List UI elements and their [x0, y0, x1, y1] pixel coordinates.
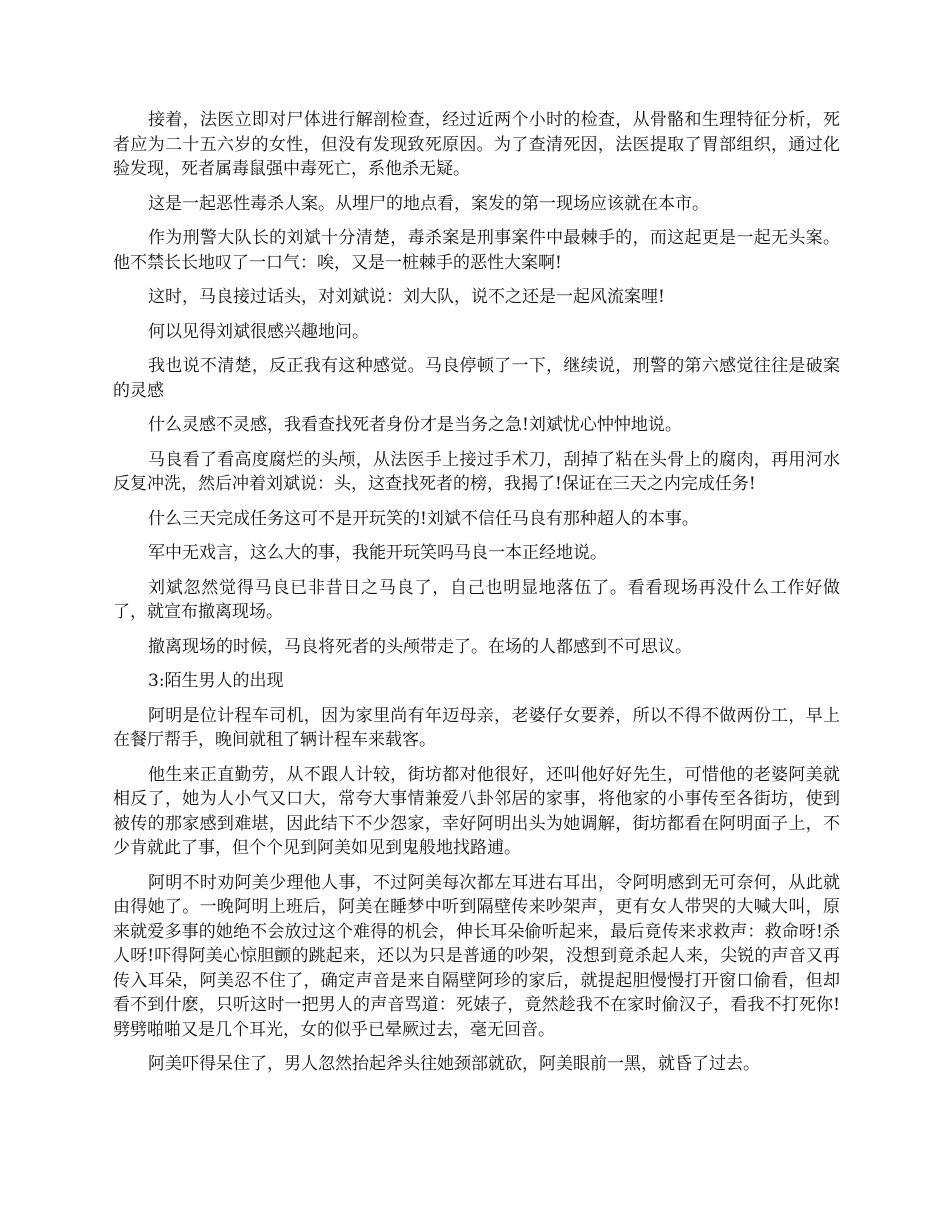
paragraph: 我也说不清楚，反正我有这种感觉。马良停顿了一下，继续说，刑警的第六感觉往往是破案的灵感	[113, 356, 840, 401]
paragraph: 马良看了看高度腐烂的头颅，从法医手上接过手术刀，刮掉了粘在头骨上的腐肉，再用河水反复冲洗，然后冲着刘斌说：头，这查找死者的榜，我揭了!保证在三天之内完成任务!	[113, 449, 840, 494]
paragraph: 什么三天完成任务这可不是开玩笑的!刘斌不信任马良有那种超人的本事。	[148, 508, 699, 529]
paragraph: 撤离现场的时候，马良将死者的头颅带走了。在场的人都感到不可思议。	[148, 636, 692, 657]
paragraph: 何以见得刘斌很感兴趣地问。	[148, 321, 369, 342]
paragraph: 阿美吓得呆住了，男人忽然抬起斧头往她颈部就砍，阿美眼前一黑，就昏了过去。	[148, 1054, 760, 1074]
paragraph: 接着，法医立即对尸体进行解剖检查，经过近两个小时的检查，从骨骼和生理特征分析，死者应为二十五六岁的女性，但没有发现致死原因。为了查清死因，法医提取了胃部组织，通过化验发现，死者属毒鼠强中毒死亡，系他杀无疑。	[113, 110, 840, 179]
paragraph: 军中无戏言，这么大的事，我能开玩笑吗马良一本正经地说。	[148, 543, 607, 563]
paragraph: 阿明不时劝阿美少理他人事，不过阿美每次都左耳进右耳出，令阿明感到无可奈何，从此就由得她了。一晚阿明上班后，阿美在睡梦中听到隔壁传来吵架声，更有女人带哭的大喊大叫，原来就爱多事的她绝不会放过这个难得的机会，伸长耳朵偷听起来，最后竟传来求救声：救命呀!杀人呀!吓得阿美心惊胆颤的跳起来，还以为只是普通的吵架，没想到竟杀起人来，尖锐的声音又再传入耳朵，阿美忍不住了，确定声音是来自隔壁阿珍的家后，就提起胆慢慢打开窗口偷看，但却看不到什麽，只听这时一把男人的声音骂道：死婊子，竟然趁我不在家时偷汉子，看我不打死你!劈劈啪啪又是几个耳光，女的似乎已晕厥过去，毫无回音。	[113, 872, 840, 1040]
paragraph: 作为刑警大队长的刘斌十分清楚，毒杀案是刑事案件中最棘手的，而这起更是一起无头案。他不禁长长地叹了一口气：唉，又是一桩棘手的恶性大案啊!	[113, 228, 840, 273]
paragraph: 这是一起恶性毒杀人案。从埋尸的地点看，案发的第一现场应该就在本市。	[148, 193, 709, 214]
paragraph: 他生来正直勤劳，从不跟人计较，街坊都对他很好，还叫他好好先生，可惜他的老婆阿美就相反了，她为人小气又口大，常夸大事情兼爱八卦邻居的家事，将他家的小事传至各街坊，使到被传的那家感到难堪，因此结下不少怨家，幸好阿明出头为她调解，街坊都看在阿明面子上，不少肯就此了事，但个个见到阿美如见到鬼般地找路逋。	[113, 764, 840, 858]
section-heading: 3:陌生男人的出现	[148, 671, 284, 691]
paragraph: 这时，马良接过话头，对刘斌说：刘大队，说不之还是一起风流案哩!	[148, 287, 665, 307]
paragraph: 阿明是位计程车司机，因为家里尚有年迈母亲，老婆仔女要养，所以不得不做两份工，早上在餐厅帮手，晚间就租了辆计程车来载客。	[113, 705, 840, 750]
paragraph: 什么灵感不灵感，我看查找死者身份才是当务之急!刘斌忧心忡忡地说。	[148, 415, 682, 435]
document-body	[113, 108, 840, 1087]
paragraph: 刘斌忽然觉得马良已非昔日之马良了，自己也明显地落伍了。看看现场再没什么工作好做了，就宣布撤离现场。	[113, 577, 840, 622]
